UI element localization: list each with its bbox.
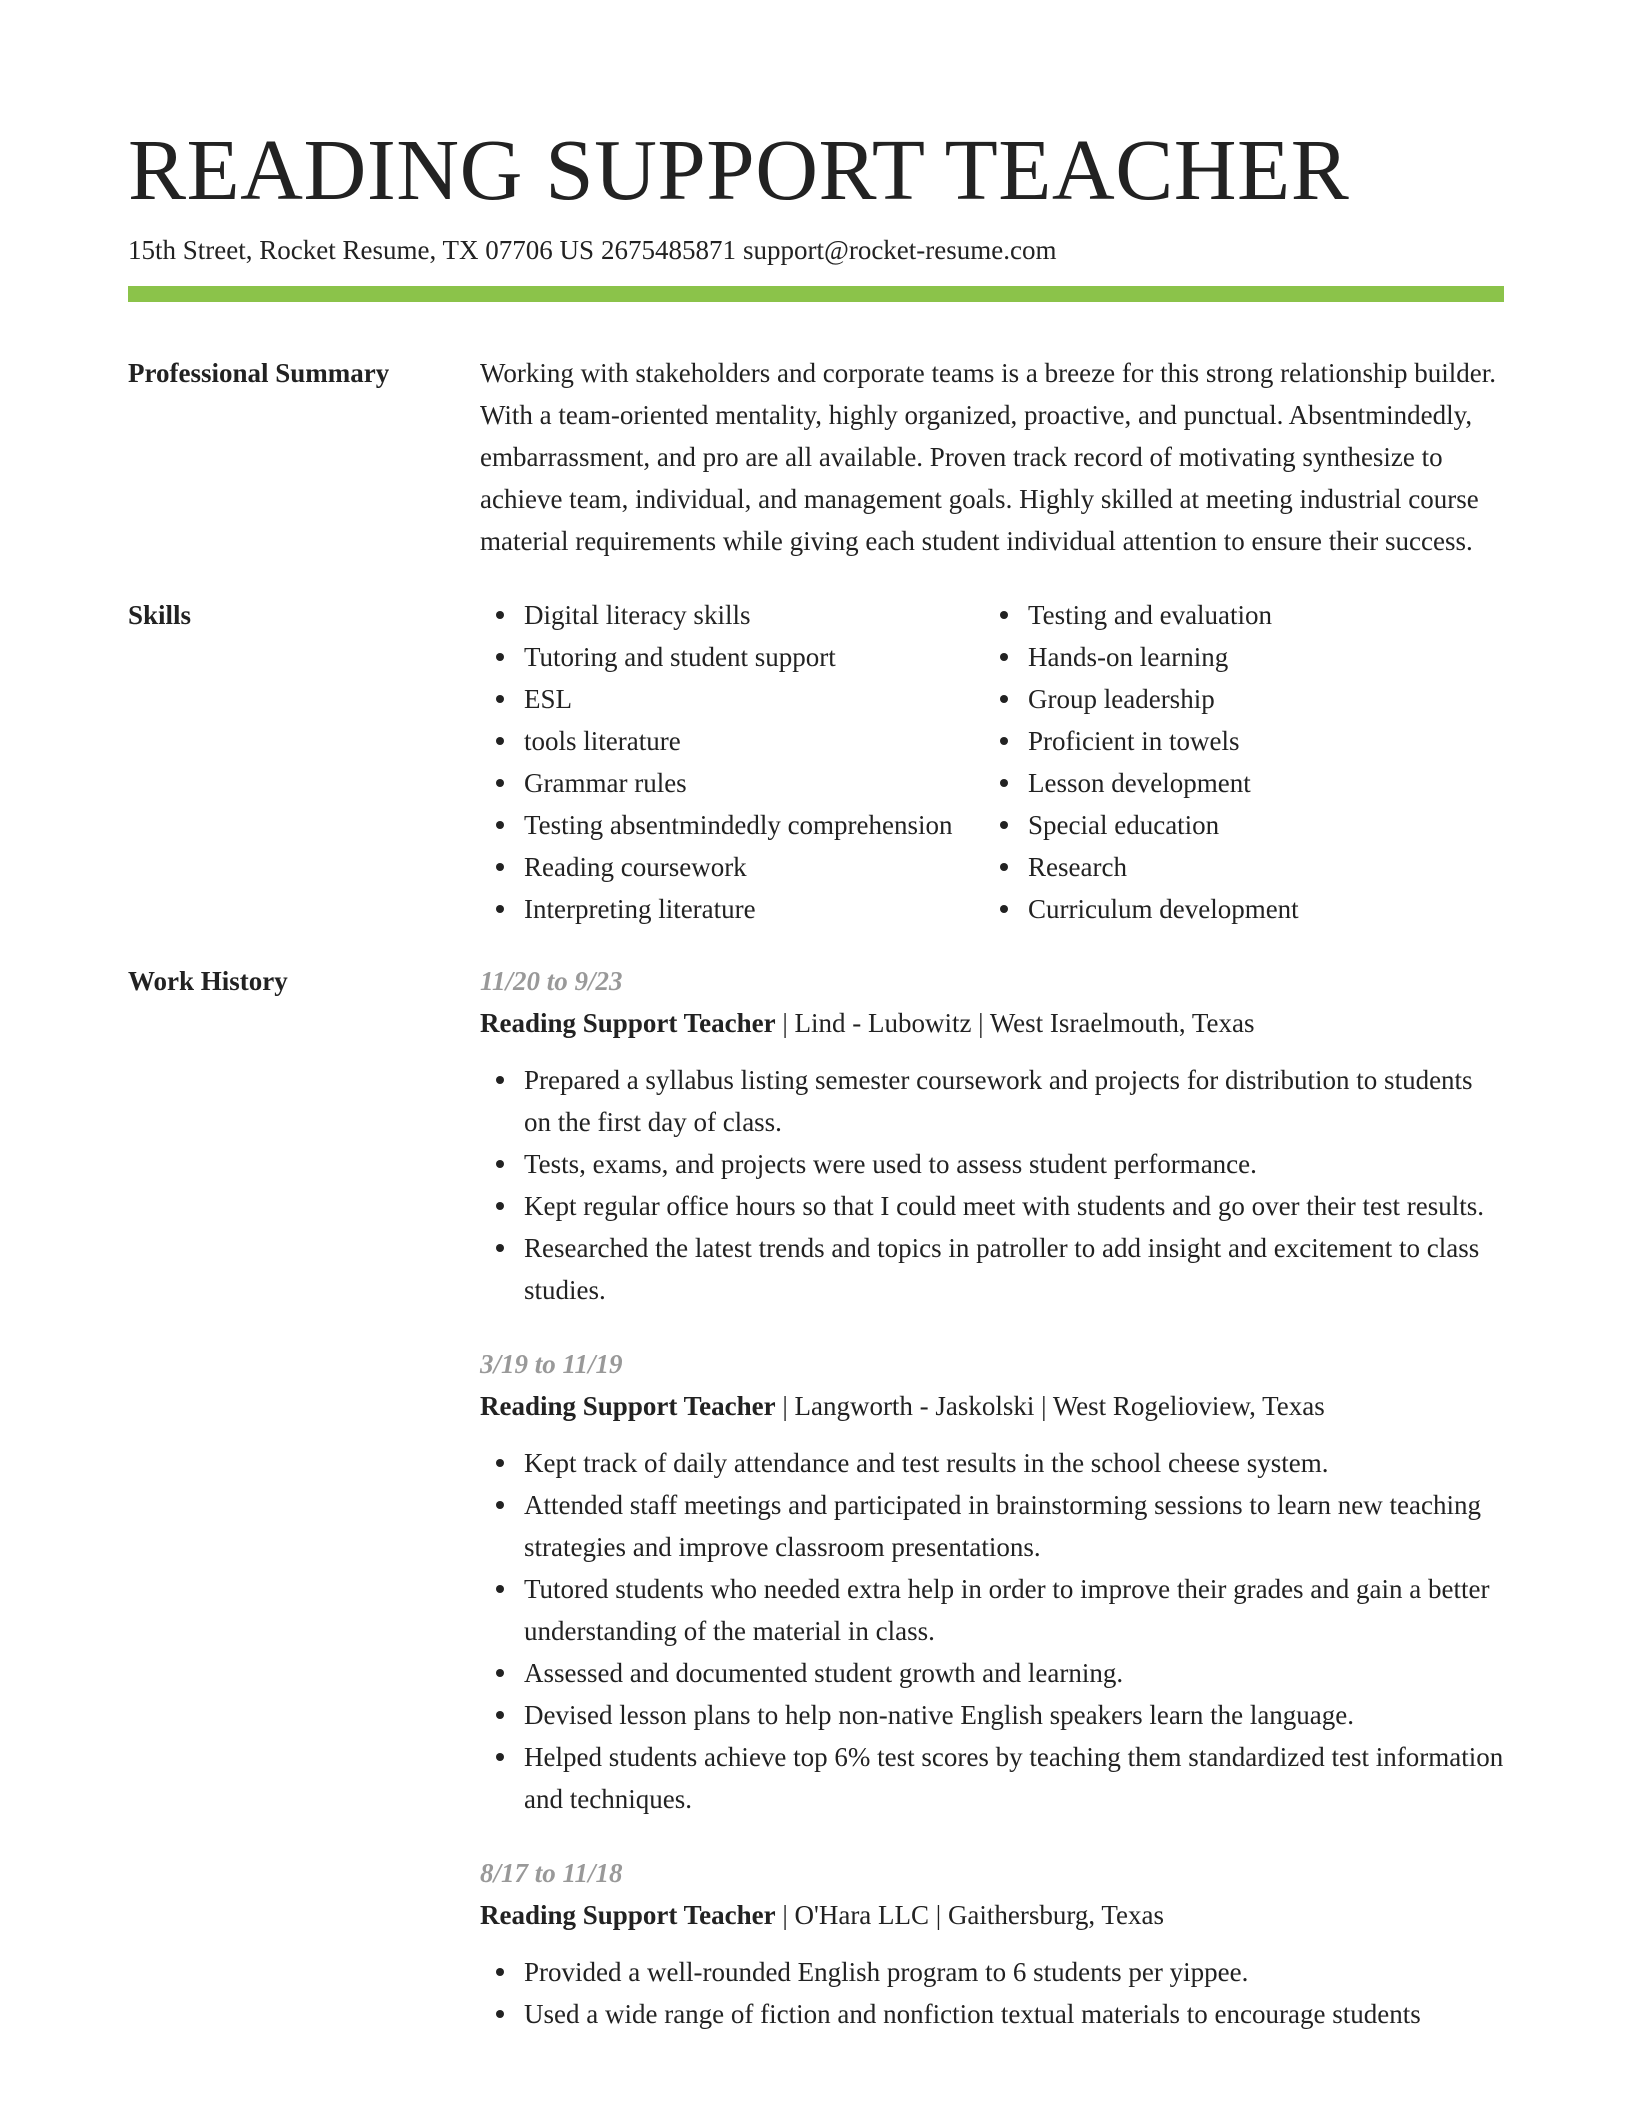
job-details: | O'Hara LLC | Gaithersburg, Texas	[775, 1900, 1165, 1930]
job-bullet: Kept regular office hours so that I could meet with students and go over their test results.	[480, 1185, 1504, 1227]
skill-item: ESL	[480, 678, 984, 720]
section-title-work: Work History	[128, 966, 288, 996]
job-bullet: Assessed and documented student growth and learning.	[480, 1652, 1504, 1694]
skill-item: Interpreting literature	[480, 888, 984, 930]
skill-item: Group leadership	[984, 678, 1299, 720]
page-title: READING SUPPORT TEACHER	[128, 121, 1350, 218]
job-bullet: Used a wide range of fiction and nonfiction textual materials to encourage students	[480, 1993, 1504, 2035]
skills-list-right	[984, 594, 1299, 930]
summary-text: Working with stakeholders and corporate teams is a breeze for this strong relationship builder. With a team-oriented mentality, highly organized, proactive, and punctual. Absentmindedly, embarrassment, and pro are all available. Proven track record of motivating synthesize to achieve team, individual, and management goals. Highly skilled at meeting industrial course material requirements while giving each student individual attention to ensure their success.	[480, 358, 1497, 556]
skill-item: Hands-on learning	[984, 636, 1299, 678]
skill-item: Reading coursework	[480, 846, 984, 888]
skill-item: Special education	[984, 804, 1299, 846]
job-title: Reading Support Teacher	[480, 1008, 776, 1038]
skills-list-left	[480, 594, 984, 930]
job-entry	[480, 960, 1504, 1311]
skill-item: Grammar rules	[480, 762, 984, 804]
contact-address: 15th Street, Rocket Resume, TX 07706 US	[128, 235, 594, 265]
skill-item: Research	[984, 846, 1299, 888]
contact-line	[128, 232, 1504, 268]
job-bullet: Kept track of daily attendance and test results in the school cheese system.	[480, 1442, 1504, 1484]
resume-page	[128, 0, 1504, 2067]
job-details: | Lind - Lubowitz | West Israelmouth, Texas	[775, 1008, 1255, 1038]
job-title: Reading Support Teacher	[480, 1900, 776, 1930]
section-title-skills: Skills	[128, 600, 192, 630]
job-details: | Langworth - Jaskolski | West Rogelioview, Texas	[775, 1391, 1325, 1421]
contact-phone: 2675485871	[600, 235, 736, 265]
job-bullet: Provided a well-rounded English program to 6 students per yippee.	[480, 1951, 1504, 1993]
contact-email: support@rocket-resume.com	[742, 235, 1057, 265]
work-body	[480, 960, 1504, 2067]
job-entry	[480, 1343, 1504, 1820]
job-bullet: Tutored students who needed extra help in order to improve their grades and gain a better understanding of the material in class.	[480, 1568, 1504, 1652]
job-header	[480, 1894, 1504, 1936]
skills-section	[128, 594, 1504, 930]
job-dates: 8/17 to 11/18	[480, 1858, 623, 1888]
skill-item: Lesson development	[984, 762, 1299, 804]
summary-body	[480, 352, 1504, 562]
job-bullets	[480, 1442, 1504, 1820]
job-header	[480, 1385, 1504, 1427]
job-dates: 11/20 to 9/23	[480, 966, 623, 996]
job-bullets	[480, 1951, 1504, 2035]
job-bullet: Devised lesson plans to help non-native English speakers learn the language.	[480, 1694, 1504, 1736]
job-bullet: Prepared a syllabus listing semester coursework and projects for distribution to students on the first day of class.	[480, 1059, 1504, 1143]
skill-item: tools literature	[480, 720, 984, 762]
section-title-summary: Professional Summary	[128, 358, 390, 388]
skills-columns	[480, 594, 1504, 930]
job-bullets	[480, 1059, 1504, 1311]
header-divider	[128, 286, 1504, 302]
professional-summary-section	[128, 352, 1504, 562]
job-bullet: Attended staff meetings and participated in brainstorming sessions to learn new teaching strategies and improve classroom presentations.	[480, 1484, 1504, 1568]
work-history-section	[128, 960, 1504, 2067]
skill-item: Proficient in towels	[984, 720, 1299, 762]
job-bullet: Researched the latest trends and topics in patroller to add insight and excitement to class studies.	[480, 1227, 1504, 1311]
job-entry	[480, 1852, 1504, 2035]
job-bullet: Tests, exams, and projects were used to assess student performance.	[480, 1143, 1504, 1185]
job-dates: 3/19 to 11/19	[480, 1349, 623, 1379]
skill-item: Curriculum development	[984, 888, 1299, 930]
job-title: Reading Support Teacher	[480, 1391, 776, 1421]
skill-item: Tutoring and student support	[480, 636, 984, 678]
job-bullet: Helped students achieve top 6% test scores by teaching them standardized test information and techniques.	[480, 1736, 1504, 1820]
job-header	[480, 1002, 1504, 1044]
skill-item: Testing absentmindedly comprehension	[480, 804, 984, 846]
skill-item: Testing and evaluation	[984, 594, 1299, 636]
skill-item: Digital literacy skills	[480, 594, 984, 636]
